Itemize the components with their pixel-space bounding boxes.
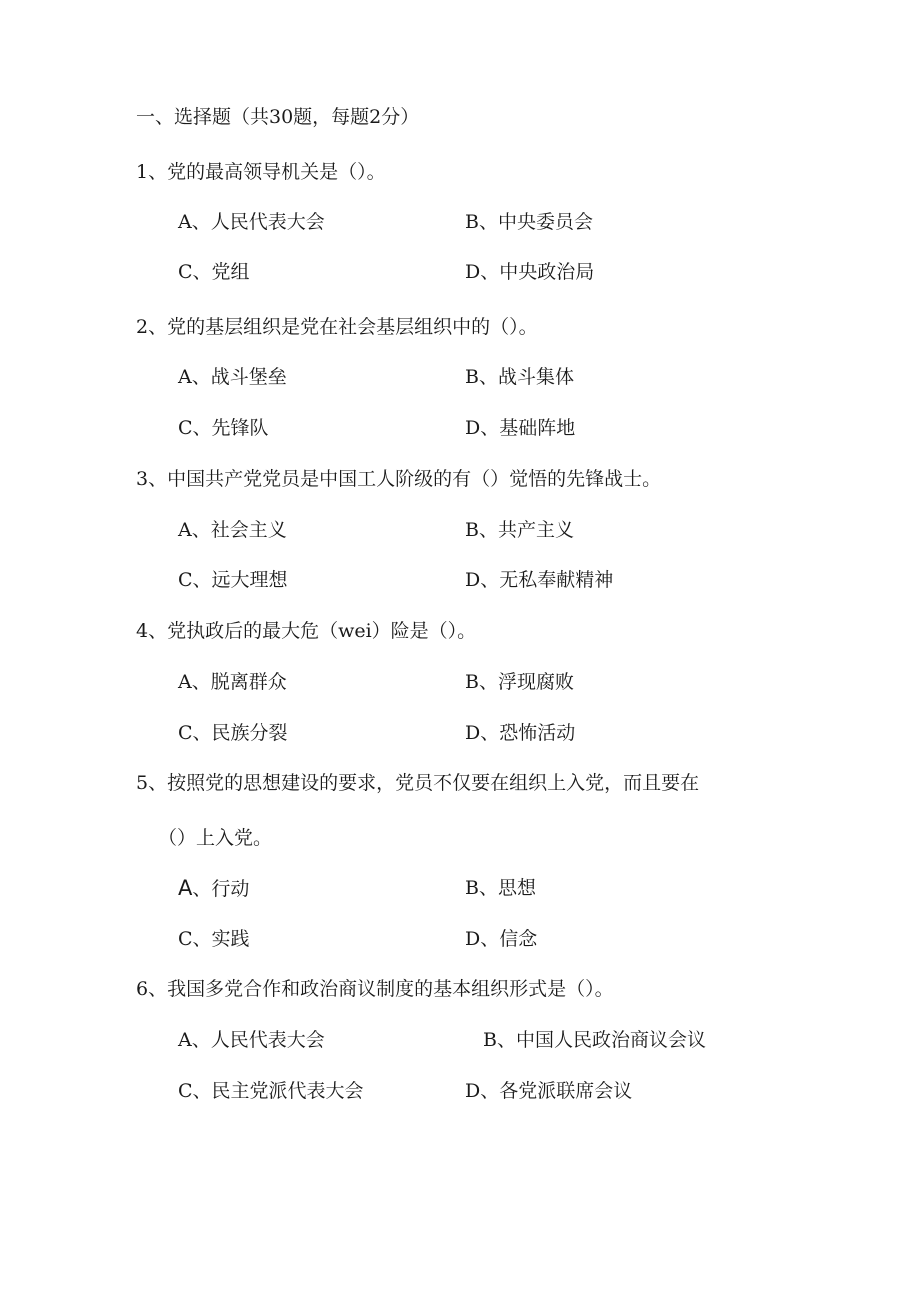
- question-5-stem: 5、按照党的思想建设的要求，党员不仅要在组织上入党，而且要在: [136, 772, 700, 794]
- question-3-option-c: C、远大理想: [178, 569, 288, 591]
- question-1-option-b: B、中央委员会: [465, 211, 593, 233]
- question-5-option-b: B、思想: [465, 877, 536, 899]
- question-2-option-c: C、先锋队: [178, 417, 269, 439]
- question-6-option-b: B、中国人民政治商议会议: [483, 1029, 706, 1051]
- question-5-option-a: [178, 875, 249, 902]
- question-2-stem: 2、党的基层组织是党在社会基层组织中的（）。: [136, 316, 538, 338]
- question-6-option-a: A、人民代表大会: [178, 1029, 325, 1051]
- question-2-option-a: A、战斗堡垒: [178, 366, 287, 388]
- question-1-option-d: D、中央政治局: [465, 261, 595, 283]
- question-5-option-a-text: 、行动: [192, 878, 250, 900]
- question-4-option-d: D、恐怖活动: [465, 722, 576, 744]
- question-4-option-c: C、民族分裂: [178, 722, 288, 744]
- question-2-option-d: D、基础阵地: [465, 417, 576, 439]
- question-2-option-b: B、战斗集体: [465, 366, 574, 388]
- question-4-option-b: B、浮现腐败: [465, 671, 574, 693]
- question-5-stem-continued: （）上入党。: [158, 827, 273, 849]
- question-4-option-a: A、脱离群众: [178, 671, 287, 693]
- question-6-stem: 6、我国多党合作和政治商议制度的基本组织形式是（）。: [136, 978, 614, 1000]
- question-1-option-a: A、人民代表大会: [178, 211, 325, 233]
- section-title: 一、选择题（共30题，每题2分）: [136, 106, 420, 128]
- question-5-option-c: C、实践: [178, 928, 250, 950]
- question-3-option-a: A、社会主义: [178, 519, 287, 541]
- question-1-stem: 1、党的最高领导机关是（）。: [136, 161, 386, 183]
- question-5-option-d: D、信念: [465, 928, 538, 950]
- question-4-stem: 4、党执政后的最大危（wei）险是（）。: [136, 620, 477, 642]
- question-3-option-b: B、共产主义: [465, 519, 574, 541]
- question-5-option-a-letter: A: [178, 876, 193, 900]
- question-1-option-c: C、党组: [178, 261, 250, 283]
- question-3-stem: 3、中国共产党党员是中国工人阶级的有（）觉悟的先锋战士。: [136, 468, 662, 490]
- question-6-option-d: D、各党派联席会议: [465, 1080, 633, 1102]
- question-3-option-d: D、无私奉献精神: [465, 569, 614, 591]
- question-6-option-c: C、民主党派代表大会: [178, 1080, 364, 1102]
